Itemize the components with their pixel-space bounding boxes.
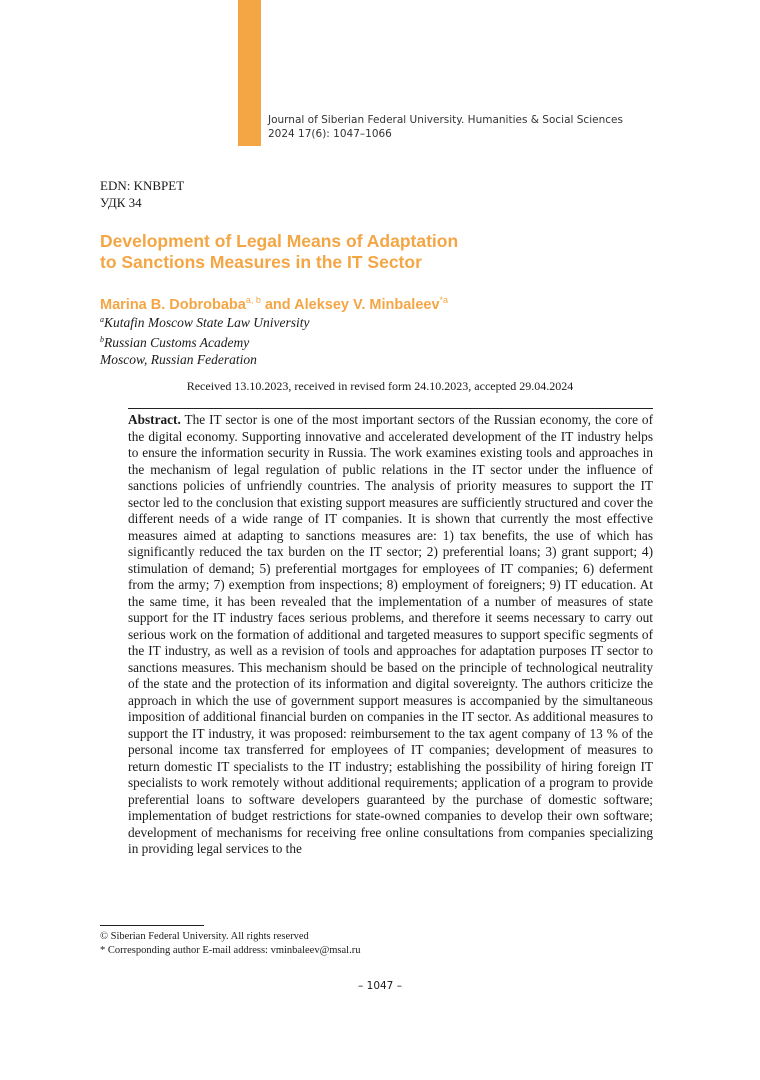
udk-code: УДК 34 <box>100 195 142 210</box>
footnote-divider <box>100 925 204 926</box>
title-line-1: Development of Legal Means of Adaptation <box>100 231 459 251</box>
abstract <box>128 412 653 858</box>
author-affiliation-mark: *a <box>439 295 449 305</box>
copyright-note: © Siberian Federal University. All rights reserved <box>100 931 309 942</box>
abstract-label: Abstract. <box>128 412 181 427</box>
journal-name: Journal of Siberian Federal University. Humanities & Social Sciences <box>268 114 623 126</box>
author-name: Aleksey V. Minbaleev <box>294 297 440 313</box>
article-title <box>100 231 660 273</box>
journal-header <box>268 113 623 141</box>
edn-code: EDN: KNBPET <box>100 178 185 193</box>
abstract-text: The IT sector is one of the most important sectors of the Russian economy, the core of the digital economy. Supporting innovative and accelerated development of the IT industry helps to ensure the information security in Russia. The work examines existing tools and approaches in the mechanism of legal regulation of public relations in the IT sector under the influence of sanctions policies of unfriendly countries. The analysis of priority measures to support the IT sector led to the conclusion that existing support measures are sufficiently structured and cover the different needs of a wide range of IT companies. It is shown that currently the most effective measures aimed at adapting to sanctions measures are: 1) tax benefits, the use of which has significantly reduced the tax burden on the IT sector; 2) preferential loans; 3) grant support; 4) stimulation of demand; 5) preferential mortgages for employees of IT companies; 6) deferment from the army; 7) exemption from inspections; 8) employment of foreigners; 9) IT education. At the same time, it has been revealed that the implementation of a number of measures of state support for the IT industry faces serious problems, and therefore it seems necessary to carry out serious work on the formation of additional and targeted measures to support specific segments of the IT industry, as well as a revision of tools and approaches for adaptation purposes IT sector to sanctions measures. This mechanism should be based on the principle of technological neutrality of the state and the protection of its information and digital sovereignty. The authors criticize the approach in which the use of government support measures is accompanied by the simultaneous imposition of additional financial burden on companies in the IT sector. As additional measures to support the IT industry, it was proposed: reimbursement to the tax agent company of 13 % of the personal income tax transferred for employees of IT companies; development of measures to return domestic IT specialists to the IT industry; establishing the possibility of hiring foreign IT specialists to work remotely without additional requirements; application of a program to provide preferential loans to software developers guaranteed by the purchase of domestic software; implementation of budget restrictions for state-owned companies to develop their own software; development of mechanisms for receiving free online consultations from companies specializing in providing legal services to the <box>128 412 653 856</box>
received-dates: Received 13.10.2023, received in revised form 24.10.2023, accepted 29.04.2024 <box>186 379 574 393</box>
journal-issue: 2024 17(6): 1047–1066 <box>268 128 392 140</box>
affiliations <box>100 311 310 368</box>
author-affiliation-mark: a, b <box>245 295 261 305</box>
corresponding-author-note: * Corresponding author E-mail address: vminbaleev@msal.ru <box>100 945 361 956</box>
affiliation-mark: b <box>100 335 104 344</box>
journal-accent-bar <box>238 0 261 146</box>
affiliation-mark: a <box>100 315 104 324</box>
title-line-2: to Sanctions Measures in the IT Sector <box>100 252 422 272</box>
article-identifiers <box>100 177 184 211</box>
affiliation-city: Moscow, Russian Federation <box>100 352 257 367</box>
abstract-divider <box>128 408 653 409</box>
page-number: – 1047 – <box>358 980 402 992</box>
author-name: Marina B. Dobrobaba <box>100 297 246 313</box>
authors-conjunction: and <box>260 297 295 313</box>
affiliation-b: $^b$Russian Customs Academy <box>100 335 250 350</box>
footnotes <box>100 930 360 958</box>
affiliation-a: $^a$Kutafin Moscow State Law University <box>100 315 310 330</box>
